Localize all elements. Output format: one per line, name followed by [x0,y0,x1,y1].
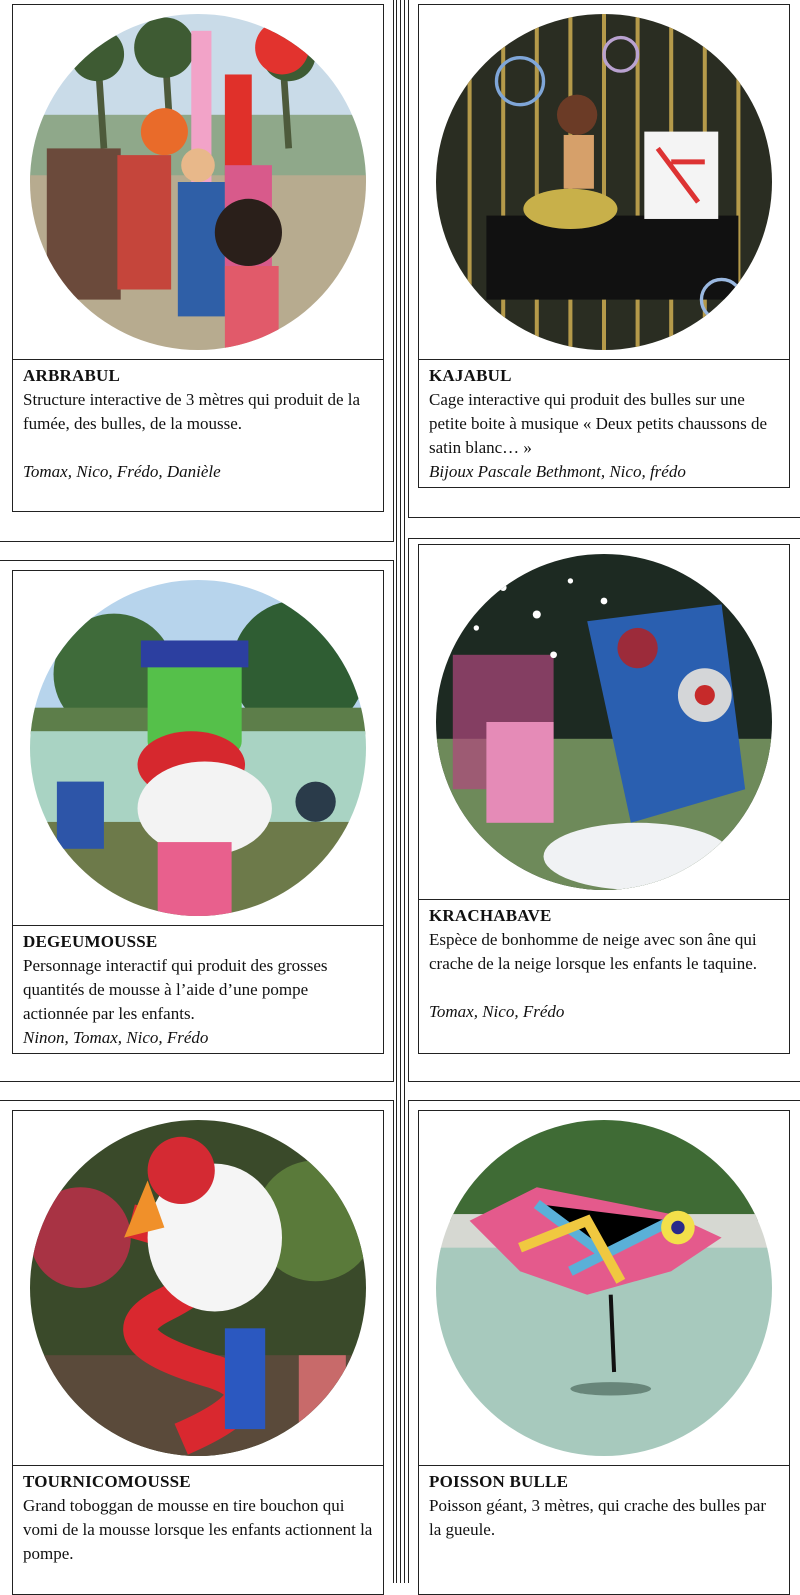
photo-circle [436,14,772,350]
photo-krachabave [418,544,790,900]
card-credits: Tomax, Nico, Frédo [429,1002,565,1021]
card-description: Poisson géant, 3 mètres, qui crache des bulles par la gueule. [429,1496,767,1539]
card-description: Espèce de bonhomme de neige avec son âne qui crache de la neige lorsque les enfants le taquine. [429,930,758,973]
card-title: KAJABUL [429,366,512,385]
photo-circle [30,1120,366,1456]
caption-kajabul [418,359,790,488]
photo-arbrabul [12,4,384,360]
card-description: Grand toboggan de mousse en tire bouchon qui vomi de la mousse lorsque les enfants actionnent la pompe. [23,1496,373,1563]
photo-degeumousse [12,570,384,926]
caption-tournicomousse [12,1465,384,1595]
card-title: KRACHABAVE [429,906,552,925]
photo-circle [436,1120,772,1456]
card-credits: Bijoux Pascale Bethmont, Nico, frédo [429,462,686,481]
card-title: DEGEUMOUSSE [23,932,158,951]
card-title: TOURNICOMOUSSE [23,1472,191,1491]
photo-tournicomousse [12,1110,384,1466]
column-divider [396,0,407,1583]
caption-krachabave [418,899,790,1054]
photo-circle [436,554,772,890]
card-credits: Ninon, Tomax, Nico, Frédo [23,1028,209,1047]
photo-poisson-bulle [418,1110,790,1466]
card-credits: Tomax, Nico, Frédo, Danièle [23,462,221,481]
card-description: Cage interactive qui produit des bulles sur une petite boite à musique « Deux petits chaussons de satin blanc… » [429,390,768,457]
caption-degeumousse [12,925,384,1054]
card-title: POISSON BULLE [429,1472,569,1491]
photo-circle [30,580,366,916]
caption-arbrabul [12,359,384,512]
card-description: Personnage interactif qui produit des grosses quantités de mousse à l’aide d’une pompe actionnée par les enfants. [23,956,328,1023]
card-description: Structure interactive de 3 mètres qui produit de la fumée, des bulles, de la mousse. [23,390,361,433]
caption-poisson-bulle [418,1465,790,1595]
photo-kajabul [418,4,790,360]
photo-circle [30,14,366,350]
card-title: ARBRABUL [23,366,121,385]
